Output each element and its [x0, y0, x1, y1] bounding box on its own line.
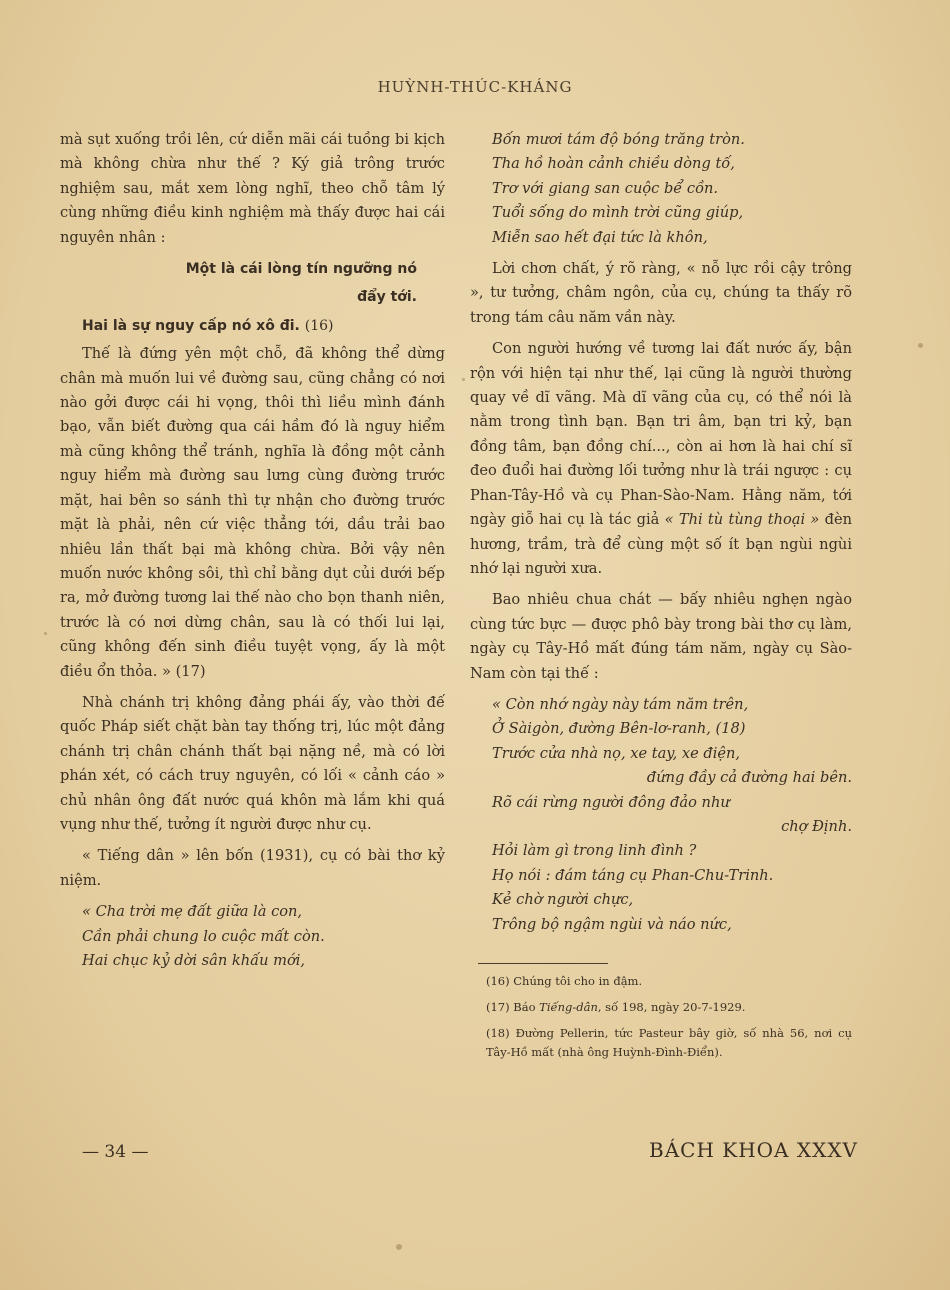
footnote-text: (17) Báo	[486, 1000, 536, 1014]
paragraph: Nhà chánh trị không đảng phái ấy, vào thời đế quốc Pháp siết chặt bàn tay thống trị, lúc một đảng chánh trị chân chánh thất bại nặng nề, mà có lời phán xét, có cách truy nguyên, có lối « cảnh cáo » chủ nhân ông đất nước quá khôn mà lắm khi quá vụng như thế, tưởng ít người được như cụ.	[60, 693, 445, 833]
poem-line: Trông bộ ngậm ngùi và náo nức,	[492, 915, 732, 933]
paragraph: « Tiếng dân » lên bốn (1931), cụ có bài thơ kỷ niệm.	[60, 847, 445, 889]
poem-line: Họ nói : đám táng cụ Phan-Chu-Trinh.	[492, 866, 774, 884]
poem-line: « Cha trời mẹ đất giữa là con,	[82, 903, 303, 921]
poem-line: Rõ cái rừng người đông đảo như	[492, 793, 730, 811]
poem-line: « Còn nhớ ngày này tám năm trên,	[492, 695, 749, 713]
poem-line: Cần phải chung lo cuộc mất còn.	[82, 927, 325, 945]
footnote-ref: (16)	[304, 317, 334, 334]
poem-line: Trước cửa nhà nọ, xe tay, xe điện,	[492, 744, 741, 762]
poem-line: Tha hồ hoàn cảnh chiều dòng tố,	[492, 155, 735, 173]
poem	[470, 128, 852, 250]
bold-quote-line: đẩy tới.	[357, 289, 417, 306]
bold-quote-text: Hai là sự nguy cấp nó xô đi.	[82, 317, 300, 334]
poem-line: chợ Định.	[781, 817, 852, 835]
book-title: « Thi tù tùng thoại »	[664, 511, 820, 529]
footnote-divider	[478, 963, 608, 964]
right-column	[470, 128, 852, 1069]
poem-line: Ở Sàigòn, đường Bên-lơ-ranh, (18)	[492, 720, 746, 738]
poem-line: Bốn mươi tám độ bóng trăng tròn.	[492, 131, 745, 148]
foxing-spot	[918, 343, 923, 348]
footnote-text: , số 198, ngày 20-7-1929.	[597, 1000, 746, 1014]
poem-line: Miễn sao hết đại tức là khôn,	[492, 228, 708, 246]
bold-quote-line	[60, 314, 445, 338]
paragraph: Lời chơn chất, ý rõ ràng, « nỗ lực rồi cậy trông », tư tưởng, châm ngôn, của cụ, chúng ta thấy rõ trong tám câu năm vần này.	[470, 260, 852, 326]
paragraph-text: Con người hướng về tương lai đất nước ấy, bận rộn với hiện tại như thế, lại cũng là người thường quay về dĩ vãng. Mà dĩ vãng của cụ, có thể nói là nằm trong tình bạn. Bạn tri âm, bạn tri kỷ, bạn đồng tâm, bạn đồng chí..., còn ai hơn là hai chí sĩ đeo đuổi hai đường lối tưởng như là trái ngược : cụ Phan-Tây-Hồ và cụ Phan-Sào-Nam. Hằng năm, tới ngày giỗ hai cụ là tác giả	[470, 340, 852, 529]
poem-line: Kẻ chờ người chực,	[492, 891, 634, 909]
paragraph: Thế là đứng yên một chỗ, đã không thể dừng chân mà muốn lui về đường sau, cũng chẳng có nơi nào gởi được cái hi vọng, thôi thì liều mình đánh bạo, vẫn biết đường qua cái hầm đó là nguy hiểm mà cũng không thể tránh, nghĩa là đồng một cảnh nguy hiểm mà đường sau lưng cùng đường trước mặt, hai bên so sánh thì tự nhận cho đường trước mặt là phải, nên cứ việc thẳng tới, dầu trải bao nhiêu lần thất bại mà không chừa. Bởi vậy nên muốn nước không sôi, thì chỉ bằng dụt củi dưới bếp ra, mở đường tương lai thế nào cho bọn thanh niên, trước là có nơi dừng chân, sau là có thối lui lại, cũng không đến sinh điều tuyệt vọng, ấy là một điều ổn thỏa. » (17)	[60, 345, 445, 680]
paragraph-text: đèn hương, trầm, trà để cùng một số ít bạn ngùi ngùi nhớ lại người xưa.	[470, 511, 853, 577]
footnote	[470, 998, 852, 1017]
poem	[60, 900, 445, 973]
poem-line: đứng đầy cả đường hai bên.	[646, 769, 852, 787]
paragraph: Bao nhiêu chua chát — bấy nhiêu nghẹn ngào cùng tức bực — được phô bày trong bài thơ cụ làm, ngày cụ Tây-Hồ mất đúng tám năm, ngày cụ Sào-Nam còn tại thế :	[470, 591, 852, 682]
foxing-spot	[44, 632, 47, 635]
left-column	[60, 128, 445, 980]
running-header: HUỲNH-THÚC-KHÁNG	[377, 78, 573, 96]
footnote: (18) Đường Pellerin, tức Pasteur bây giờ, số nhà 56, nơi cụ Tây-Hồ mất (nhà ông Huỳnh-Đình-Điển).	[486, 1026, 852, 1059]
page-number: — 34 —	[82, 1142, 149, 1162]
poem-line: Hỏi làm gì trong linh đình ?	[492, 842, 697, 860]
poem-line: Trơ với giang san cuộc bể cồn.	[492, 179, 719, 197]
poem-line: Tuổi sống do mình trời cũng giúp,	[492, 204, 744, 222]
journal-name: BÁCH KHOA XXXV	[649, 1138, 858, 1162]
paragraph: mà sụt xuống trồi lên, cứ diễn mãi cái tuồng bi kịch mà không chừa như thế ? Ký giả trông trước nghiệm sau, mắt xem lòng nghĩ, theo chỗ tâm lý cùng những điều kinh nghiệm mà thấy được hai cái nguyên nhân :	[60, 131, 445, 246]
footnote: (16) Chúng tôi cho in đậm.	[486, 974, 643, 988]
foxing-spot	[462, 378, 465, 381]
foxing-spot	[396, 1244, 402, 1250]
paragraph	[470, 337, 852, 581]
poem	[470, 693, 852, 937]
newspaper-title: Tiếng-dân	[539, 1000, 598, 1014]
bold-quote-line: Một là cái lòng tín ngưỡng nó	[185, 261, 417, 278]
poem-line: Hai chục kỷ dời sân khấu mới,	[82, 952, 306, 969]
